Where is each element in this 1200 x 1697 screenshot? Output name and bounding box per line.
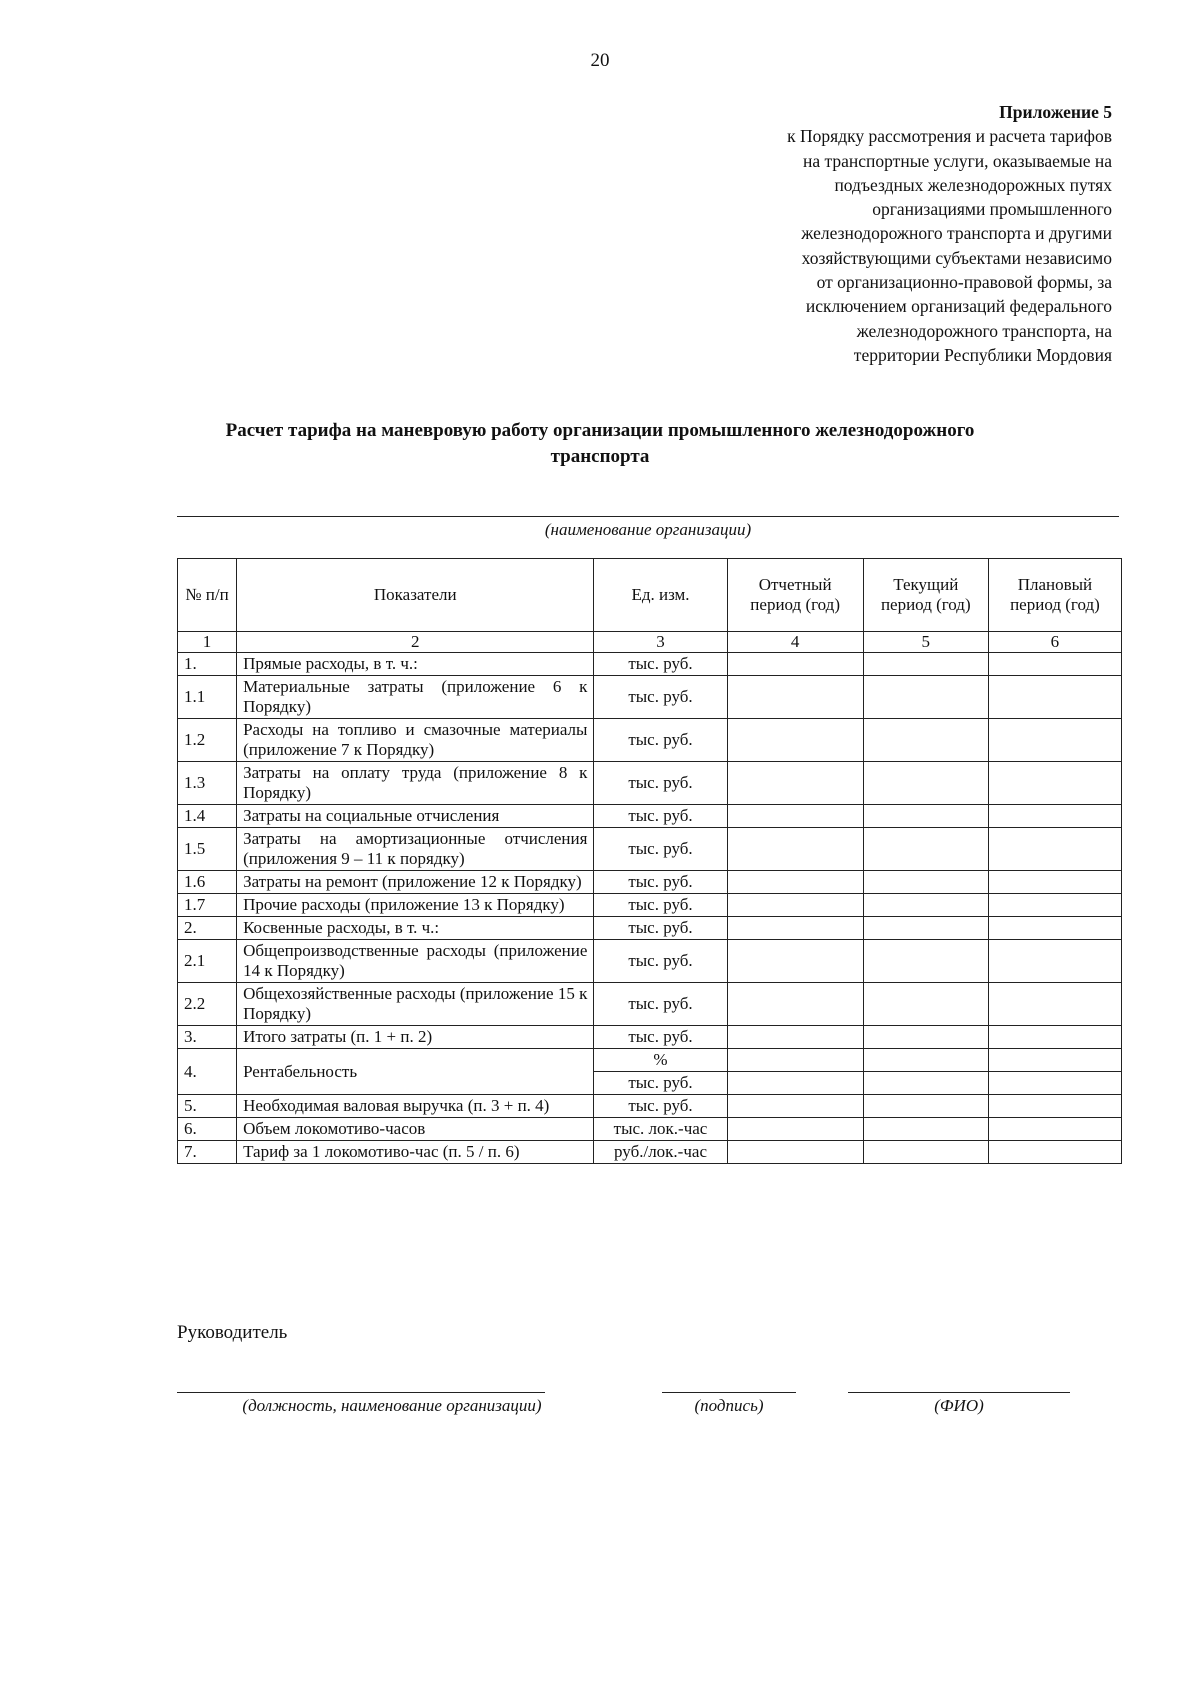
planned-value-cell[interactable] [988,1095,1121,1118]
reporting-value-cell[interactable] [727,653,863,676]
table-row [178,1049,1122,1072]
current-value-cell[interactable] [863,676,988,719]
signer-label: Руководитель [177,1322,288,1343]
current-value-cell[interactable] [863,805,988,828]
organization-name-line [177,516,1119,517]
current-value-cell[interactable] [863,940,988,983]
table-row [178,871,1122,894]
appendix-line: исключением организаций федерального [805,296,1112,317]
document-title-line: Расчет тарифа на маневровую работу организации промышленного железнодорожного [225,420,975,441]
reporting-value-cell[interactable] [727,676,863,719]
row-number: 6. [178,1118,237,1141]
page-number: 20 [590,50,610,71]
row-unit: тыс. руб. [594,1072,727,1095]
row-unit: тыс. руб. [594,719,727,762]
planned-value-cell[interactable] [988,1026,1121,1049]
current-value-cell[interactable] [863,917,988,940]
row-number: 5. [178,1095,237,1118]
row-unit: тыс. руб. [594,894,727,917]
reporting-value-cell[interactable] [727,871,863,894]
row-indicator: Затраты на амортизационные отчисления (приложения 9 – 11 к порядку) [237,828,594,871]
table-row [178,828,1122,871]
row-number: 1.7 [178,894,237,917]
table-row [178,1118,1122,1141]
table-row [178,1026,1122,1049]
column-number: 3 [594,632,727,653]
full-name-line[interactable] [848,1392,1070,1393]
reporting-value-cell[interactable] [727,1049,863,1072]
row-indicator: Расходы на топливо и смазочные материалы (приложение 7 к Порядку) [237,719,594,762]
row-number: 7. [178,1141,237,1164]
row-unit: тыс. руб. [594,805,727,828]
reporting-value-cell[interactable] [727,762,863,805]
row-indicator: Необходимая валовая выручка (п. 3 + п. 4) [237,1095,594,1118]
planned-value-cell[interactable] [988,917,1121,940]
tariff-table [177,558,1122,1164]
appendix-title: Приложение 5 [999,102,1112,122]
planned-value-cell[interactable] [988,940,1121,983]
signature-caption: (подпись) [694,1396,764,1415]
document-title-line: транспорта [550,446,650,467]
reporting-value-cell[interactable] [727,894,863,917]
row-unit: тыс. руб. [594,1095,727,1118]
row-indicator: Затраты на оплату труда (приложение 8 к Порядку) [237,762,594,805]
row-unit: тыс. руб. [594,676,727,719]
row-indicator: Затраты на ремонт (приложение 12 к Порядку) [237,871,594,894]
table-header-row [178,559,1122,632]
position-caption: (должность, наименование организации) [242,1396,542,1415]
table-row [178,940,1122,983]
organization-caption: (наименование организации) [544,520,752,539]
row-unit: тыс. лок.-час [594,1118,727,1141]
row-unit: руб./лок.-час [594,1141,727,1164]
row-indicator: Затраты на социальные отчисления [237,805,594,828]
current-value-cell[interactable] [863,653,988,676]
row-unit: тыс. руб. [594,917,727,940]
appendix-line: к Порядку рассмотрения и расчета тарифов [787,126,1112,147]
table-row [178,762,1122,805]
appendix-line: хозяйствующими субъектами независимо [801,247,1112,268]
full-name-caption: (ФИО) [934,1396,984,1415]
row-number: 2.2 [178,983,237,1026]
table-row [178,894,1122,917]
planned-value-cell[interactable] [988,894,1121,917]
appendix-line: от организационно-правовой формы, за [816,272,1112,293]
current-value-cell[interactable] [863,894,988,917]
row-unit: % [594,1049,727,1072]
table-row [178,676,1122,719]
current-value-cell[interactable] [863,828,988,871]
row-indicator: Объем локомотиво-часов [237,1118,594,1141]
current-value-cell[interactable] [863,871,988,894]
current-value-cell[interactable] [863,762,988,805]
reporting-value-cell[interactable] [727,1072,863,1095]
planned-value-cell[interactable] [988,871,1121,894]
appendix-line: организациями промышленного [872,199,1112,220]
planned-value-cell[interactable] [988,719,1121,762]
table-row [178,653,1122,676]
planned-value-cell[interactable] [988,1118,1121,1141]
header-cell-indicators: Показатели [237,559,594,632]
reporting-value-cell[interactable] [727,1118,863,1141]
row-indicator: Прямые расходы, в т. ч.: [237,653,594,676]
reporting-value-cell[interactable] [727,805,863,828]
reporting-value-cell[interactable] [727,917,863,940]
current-value-cell[interactable] [863,983,988,1026]
planned-value-cell[interactable] [988,653,1121,676]
current-value-cell[interactable] [863,1072,988,1095]
header-cell-reporting-period: Отчетный период (год) [727,559,863,632]
row-indicator: Тариф за 1 локомотиво-час (п. 5 / п. 6) [237,1141,594,1164]
row-unit: тыс. руб. [594,1026,727,1049]
appendix-line: территории Республики Мордовия [853,344,1112,365]
row-number: 1.1 [178,676,237,719]
appendix-line: подъездных железнодорожных путях [834,174,1112,195]
row-number: 1.3 [178,762,237,805]
table-row [178,983,1122,1026]
reporting-value-cell[interactable] [727,828,863,871]
row-indicator: Прочие расходы (приложение 13 к Порядку) [237,894,594,917]
planned-value-cell[interactable] [988,1049,1121,1072]
table-row [178,917,1122,940]
table-row [178,1141,1122,1164]
row-number: 1.2 [178,719,237,762]
reporting-value-cell[interactable] [727,983,863,1026]
table-row [178,719,1122,762]
planned-value-cell[interactable] [988,762,1121,805]
column-number: 5 [863,632,988,653]
position-signature-line[interactable] [177,1392,545,1393]
row-unit: тыс. руб. [594,762,727,805]
appendix-line: железнодорожного транспорта и другими [801,223,1112,244]
table-row [178,805,1122,828]
row-unit: тыс. руб. [594,828,727,871]
row-indicator: Рентабельность [237,1049,594,1095]
planned-value-cell[interactable] [988,676,1121,719]
current-value-cell[interactable] [863,1118,988,1141]
current-value-cell[interactable] [863,1049,988,1072]
planned-value-cell[interactable] [988,983,1121,1026]
planned-value-cell[interactable] [988,1141,1121,1164]
row-indicator: Материальные затраты (приложение 6 к Порядку) [237,676,594,719]
row-number: 1. [178,653,237,676]
signature-line[interactable] [662,1392,796,1393]
column-number: 4 [727,632,863,653]
current-value-cell[interactable] [863,1141,988,1164]
current-value-cell[interactable] [863,719,988,762]
current-value-cell[interactable] [863,1095,988,1118]
header-cell-number: № п/п [178,559,237,632]
row-unit: тыс. руб. [594,653,727,676]
row-unit: тыс. руб. [594,940,727,983]
reporting-value-cell[interactable] [727,940,863,983]
header-cell-unit: Ед. изм. [594,559,727,632]
row-number: 4. [178,1049,237,1095]
current-value-cell[interactable] [863,1026,988,1049]
appendix-header [672,100,1112,367]
row-indicator: Косвенные расходы, в т. ч.: [237,917,594,940]
row-unit: тыс. руб. [594,983,727,1026]
header-cell-planned-period: Плановый период (год) [988,559,1121,632]
table-row [178,1095,1122,1118]
row-number: 1.6 [178,871,237,894]
column-number-row [178,632,1122,653]
row-number: 3. [178,1026,237,1049]
reporting-value-cell[interactable] [727,1095,863,1118]
column-number: 1 [178,632,237,653]
row-indicator: Итого затраты (п. 1 + п. 2) [237,1026,594,1049]
row-number: 1.5 [178,828,237,871]
column-number: 2 [237,632,594,653]
row-number: 1.4 [178,805,237,828]
planned-value-cell[interactable] [988,805,1121,828]
header-cell-current-period: Текущий период (год) [863,559,988,632]
reporting-value-cell[interactable] [727,1141,863,1164]
appendix-line: на транспортные услуги, оказываемые на [803,150,1112,171]
column-number: 6 [988,632,1121,653]
planned-value-cell[interactable] [988,828,1121,871]
reporting-value-cell[interactable] [727,1026,863,1049]
row-unit: тыс. руб. [594,871,727,894]
appendix-line: железнодорожного транспорта, на [856,320,1112,341]
row-indicator: Общехозяйственные расходы (приложение 15 к Порядку) [237,983,594,1026]
document-title [150,418,1050,470]
reporting-value-cell[interactable] [727,719,863,762]
row-number: 2. [178,917,237,940]
row-indicator: Общепроизводственные расходы (приложение 14 к Порядку) [237,940,594,983]
row-number: 2.1 [178,940,237,983]
planned-value-cell[interactable] [988,1072,1121,1095]
